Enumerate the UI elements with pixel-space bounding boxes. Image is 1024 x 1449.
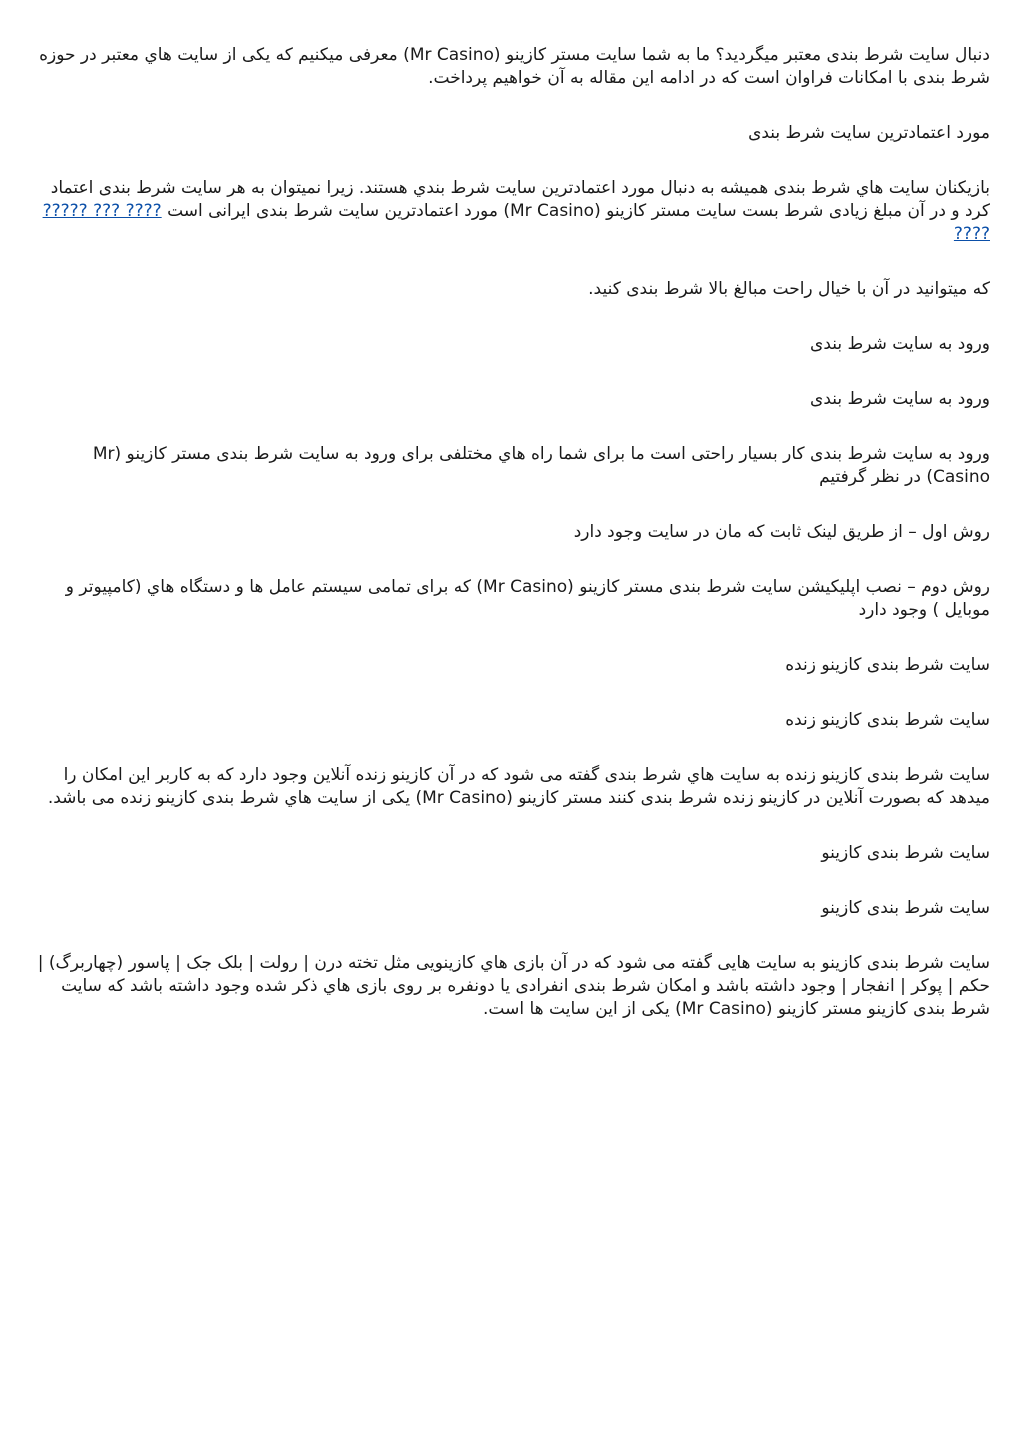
login-paragraph: ورود به سایت شرط بندی کار بسیار راحتی است ما برای شما راه هاي مختلفی برای ورود به سایت شرط بندی مستر کازینو (Mr Casino) در نظر گرفتیم	[92, 444, 990, 487]
method-one-paragraph: روش اول – از طریق لینک ثابت که مان در سایت وجود دارد	[573, 522, 990, 542]
heading-live-casino-2: سایت شرط بندی کازینو زنده	[785, 710, 990, 730]
heading-most-trusted: مورد اعتمادترین سایت شرط بندی	[748, 123, 990, 143]
casino-paragraph: سایت شرط بندی کازینو به سایت هایی گفته می شود که در آن بازی هاي کازینویی مثل تخته درن | رولت | بلک جک | پاسور (چهاربرگ) | حکم | پوکر | انفجار | وجود داشته باشد و امکان شرط بندی انفرادی یا دونفره بر روی بازی هاي ذکر شده وجود داشته باشد که سایت شرط بندی کازینو مستر کازینو (Mr Casino) یکی از این سایت ها است.	[37, 953, 990, 1019]
trusted-paragraph	[34, 177, 990, 246]
document-body	[34, 44, 990, 1053]
trusted-paragraph-text: بازیکنان سایت هاي شرط بندی همیشه به دنبال مورد اعتمادترین سایت شرط بندي هستند. زیرا نمیتوان به هر سایت شرط بندی اعتماد کرد و در آن مبلغ زیادی شرط بست سایت مستر کازینو (Mr Casino) مورد اعتمادترین سایت شرط بندی ایرانی است	[50, 178, 990, 221]
trusted-paragraph-continued: که میتوانید در آن با خیال راحت مبالغ بالا شرط بندی کنید.	[588, 279, 990, 299]
heading-live-casino-1: سایت شرط بندی کازینو زنده	[785, 655, 990, 675]
heading-login-2: ورود به سایت شرط بندی	[810, 389, 990, 409]
heading-casino-2: سایت شرط بندی کازینو	[821, 898, 990, 918]
casino-link[interactable]: ???? ??? ????? ????	[42, 201, 990, 244]
method-two-paragraph: روش دوم – نصب اپلیکیشن سایت شرط بندی مستر کازینو (Mr Casino) که برای تمامی سیستم عامل ها و دستگاه هاي (کامپیوتر و موبایل ) وجود دارد	[65, 577, 990, 620]
live-casino-paragraph: سایت شرط بندی کازینو زنده به سایت هاي شرط بندی گفته می شود که در آن کازینو زنده آنلاین وجود دارد که به کاربر این امکان را میدهد که بصورت آنلاین در کازینو زنده شرط بندی کنند مستر کازینو (Mr Casino) یکی از سایت هاي شرط بندی کازینو زنده می باشد.	[47, 765, 990, 808]
intro-paragraph: دنبال سایت شرط بندی معتبر میگردید؟ ما به شما سایت مستر کازینو (Mr Casino) معرفی میکنیم که یکی از سایت هاي معتبر در حوزه شرط بندی با امکانات فراوان است که در ادامه این مقاله به آن خواهیم پرداخت.	[39, 45, 990, 88]
heading-login-1: ورود به سایت شرط بندی	[810, 334, 990, 354]
heading-casino-1: سایت شرط بندی کازینو	[821, 843, 990, 863]
